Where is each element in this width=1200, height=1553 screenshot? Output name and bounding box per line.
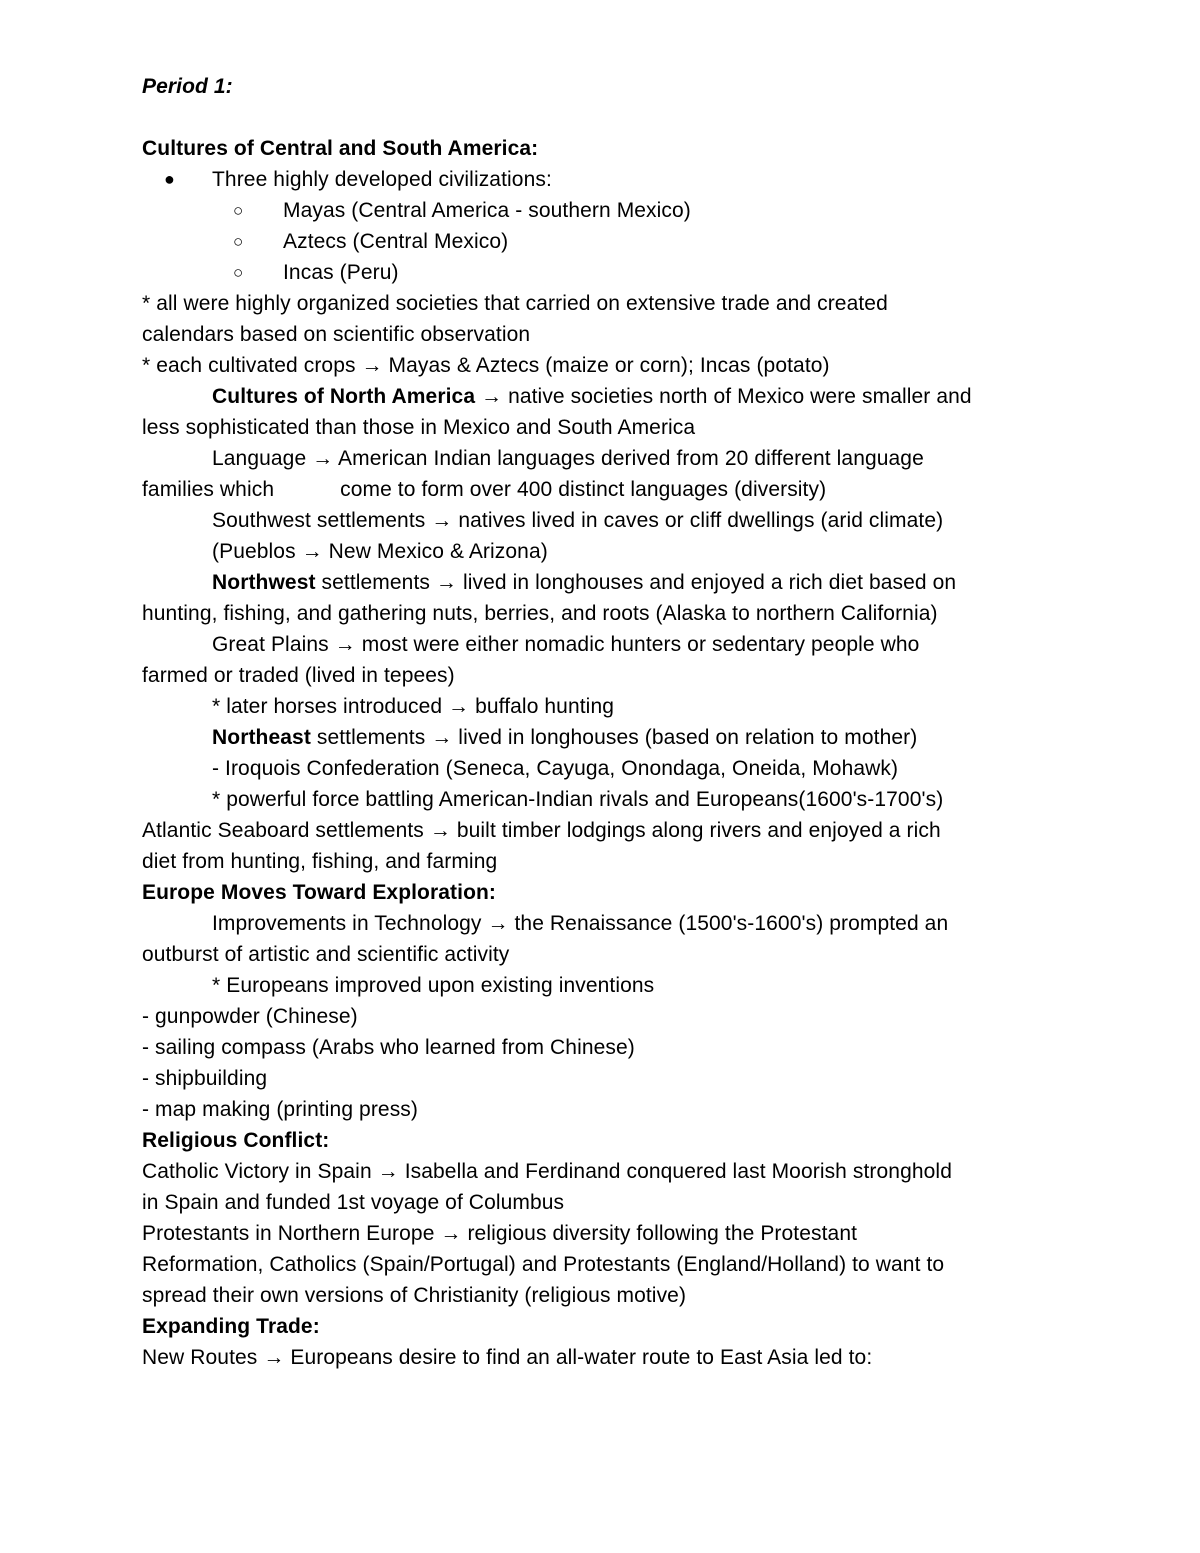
text-line: Great Plains → most were either nomadic hunters or sedentary people who: [212, 633, 920, 656]
text-line: outburst of artistic and scientific activity: [142, 943, 510, 966]
sub-bullet-item: [142, 226, 1102, 257]
list-item: - shipbuilding: [142, 1067, 268, 1090]
circle-bullet-icon: ○: [233, 232, 244, 251]
heading-expanding-trade: Expanding Trade:: [142, 1315, 320, 1338]
bullet-civilizations: [142, 164, 1102, 195]
northwest-line: [142, 567, 1102, 598]
list-item: - gunpowder (Chinese): [142, 1005, 358, 1028]
text-line: in Spain and funded 1st voyage of Columbus: [142, 1191, 565, 1214]
text-line: Improvements in Technology → the Renaissance (1500's-1600's) prompted an: [212, 912, 949, 935]
sub-bullet-item: [142, 195, 1102, 226]
text-line: (Pueblos → New Mexico & Arizona): [212, 540, 548, 563]
text-line: Protestants in Northern Europe → religious diversity following the Protestant: [142, 1222, 858, 1245]
note-line: calendars based on scientific observation: [142, 323, 531, 346]
blank-line: [142, 102, 1102, 133]
document-body: [142, 71, 1102, 1373]
list-item: - map making (printing press): [142, 1098, 418, 1121]
sub-bullet-text: Incas (Peru): [283, 261, 399, 284]
heading-north-america: Cultures of North America: [212, 385, 476, 408]
text-line: Catholic Victory in Spain → Isabella and Ferdinand conquered last Moorish stronghold: [142, 1160, 952, 1183]
text-run: come to form over 400 distinct languages (diversity): [340, 478, 827, 501]
text-line: Reformation, Catholics (Spain/Portugal) and Protestants (England/Holland) to want to: [142, 1253, 945, 1276]
text-run: settlements → lived in longhouses (based on relation to mother): [310, 726, 918, 749]
circle-bullet-icon: ○: [233, 263, 244, 282]
text-line: New Routes → Europeans desire to find an all-water route to East Asia led to:: [142, 1346, 873, 1369]
bullet-text: Three highly developed civilizations:: [212, 168, 552, 191]
bullet-dot-icon: ●: [164, 169, 175, 189]
sub-bullet-text: Aztecs (Central Mexico): [283, 230, 509, 253]
text-line: Atlantic Seaboard settlements → built timber lodgings along rivers and enjoyed a rich: [142, 819, 941, 842]
bold-term: Northwest: [212, 571, 316, 594]
text-run: settlements → lived in longhouses and enjoyed a rich diet based on: [315, 571, 957, 594]
language-line: [142, 474, 1102, 505]
list-item: - sailing compass (Arabs who learned from Chinese): [142, 1036, 635, 1059]
bold-term: Northeast: [212, 726, 311, 749]
text-line: spread their own versions of Christianity (religious motive): [142, 1284, 687, 1307]
text-line: farmed or traded (lived in tepees): [142, 664, 455, 687]
note-line: * all were highly organized societies that carried on extensive trade and created: [142, 292, 888, 315]
north-america-line: [142, 381, 1102, 412]
text-line: - Iroquois Confederation (Seneca, Cayuga, Onondaga, Oneida, Mohawk): [212, 757, 899, 780]
heading-europe-exploration: Europe Moves Toward Exploration:: [142, 881, 497, 904]
text-run: → native societies north of Mexico were smaller and: [475, 385, 972, 408]
text-line: Southwest settlements → natives lived in caves or cliff dwellings (arid climate): [212, 509, 944, 532]
text-run: families which: [142, 478, 275, 501]
note-line: * each cultivated crops → Mayas & Aztecs (maize or corn); Incas (potato): [142, 354, 830, 377]
period-title: Period 1:: [142, 75, 233, 98]
text-line: hunting, fishing, and gathering nuts, berries, and roots (Alaska to northern California): [142, 602, 938, 625]
text-line: diet from hunting, fishing, and farming: [142, 850, 498, 873]
text-line: * later horses introduced → buffalo hunting: [212, 695, 614, 718]
text-line: * powerful force battling American-Indian rivals and Europeans(1600's-1700's): [212, 788, 944, 811]
heading-religious-conflict: Religious Conflict:: [142, 1129, 330, 1152]
sub-bullet-item: [142, 257, 1102, 288]
heading-central-south-america: Cultures of Central and South America:: [142, 137, 539, 160]
text-line: less sophisticated than those in Mexico and South America: [142, 416, 696, 439]
circle-bullet-icon: ○: [233, 201, 244, 220]
text-line: * Europeans improved upon existing inventions: [212, 974, 655, 997]
sub-bullet-text: Mayas (Central America - southern Mexico): [283, 199, 691, 222]
text-line: Language → American Indian languages derived from 20 different language: [212, 447, 924, 470]
northeast-line: [142, 722, 1102, 753]
